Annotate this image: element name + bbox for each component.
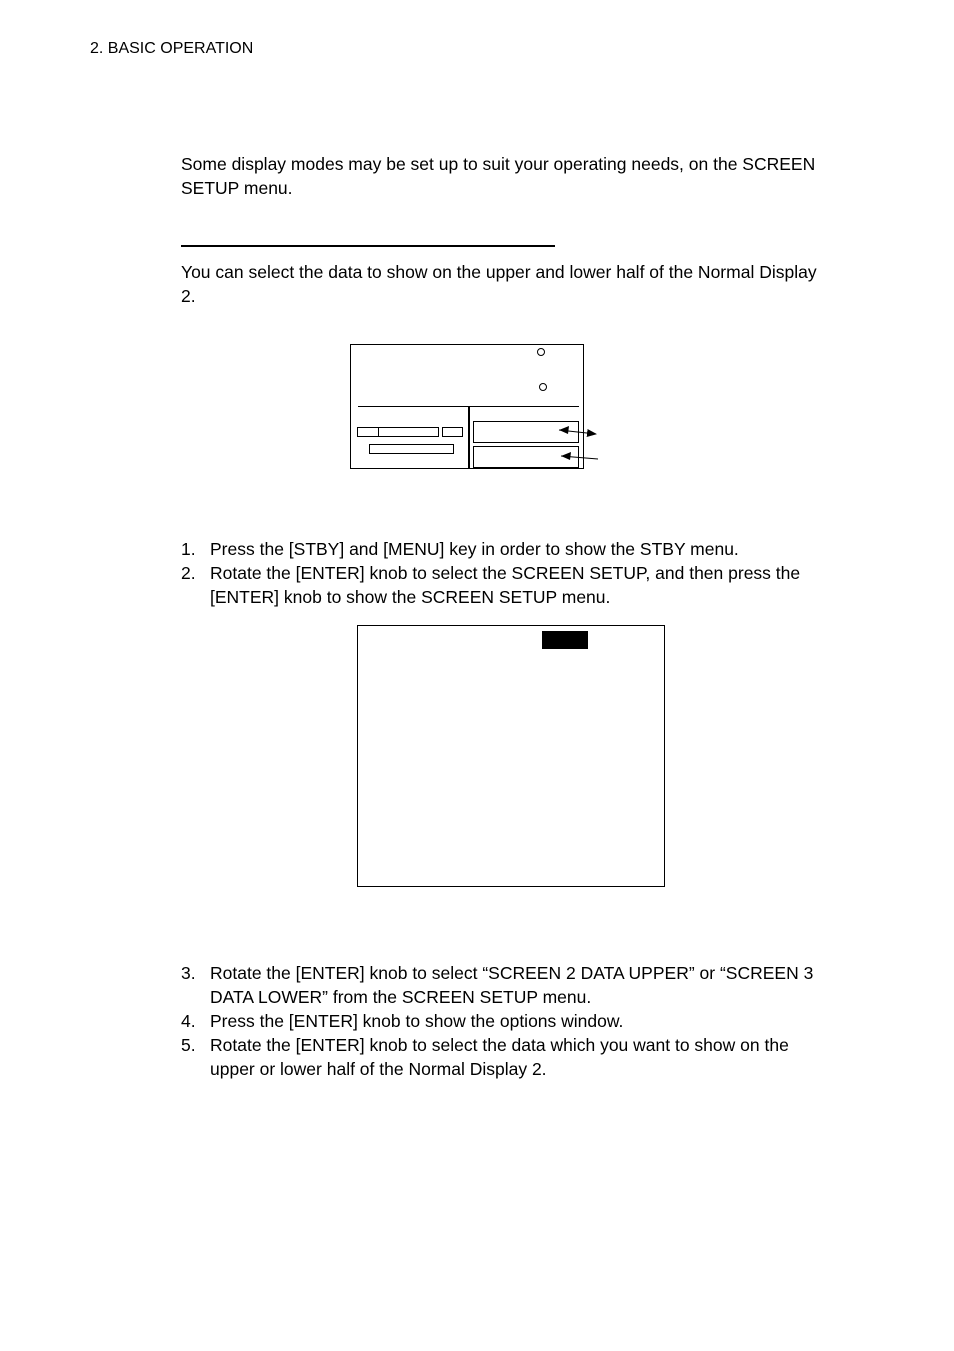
subsection-title-underline xyxy=(181,245,555,247)
step-text: Rotate the [ENTER] knob to select the data which you want to show on the upper or lower half of the Normal Display 2. xyxy=(210,1035,789,1079)
display-vertical-divider xyxy=(468,406,470,469)
menu-highlight-block xyxy=(542,631,588,649)
steps-list-first xyxy=(181,537,831,609)
indicator-circle-upper xyxy=(537,348,545,356)
intro-paragraph: Some display modes may be set up to suit your operating needs, on the SCREEN SETUP menu. xyxy=(181,154,816,198)
screen-setup-menu-figure xyxy=(357,625,665,887)
step-number: 2. xyxy=(181,563,196,583)
step-item xyxy=(181,961,831,1009)
arrowhead-upper xyxy=(559,426,569,434)
steps-list-second xyxy=(181,961,831,1081)
step-number: 1. xyxy=(181,539,196,559)
step-item xyxy=(181,561,831,609)
arrowhead-lower xyxy=(561,452,571,460)
step-number: 3. xyxy=(181,963,196,983)
data-field-bottom xyxy=(369,444,454,454)
step-number: 4. xyxy=(181,1011,196,1031)
callout-arrows xyxy=(540,415,610,475)
indicator-circle-lower xyxy=(539,383,547,391)
section-header: 2. BASIC OPERATION xyxy=(90,40,254,57)
data-field-small-left xyxy=(357,427,379,437)
data-field-small-right xyxy=(442,427,463,437)
step-text: Press the [STBY] and [MENU] key in order to show the STBY menu. xyxy=(210,539,739,559)
step-text: Press the [ENTER] knob to show the options window. xyxy=(210,1011,624,1031)
subsection-paragraph: You can select the data to show on the upper and lower half of the Normal Display 2. xyxy=(181,262,817,306)
step-text: Rotate the [ENTER] knob to select the SCREEN SETUP, and then press the [ENTER] knob to show the SCREEN SETUP menu. xyxy=(210,563,801,607)
step-item xyxy=(181,1009,831,1033)
data-field-wide xyxy=(378,427,439,437)
step-number: 5. xyxy=(181,1035,196,1055)
step-text: Rotate the [ENTER] knob to select “SCREEN 2 DATA UPPER” or “SCREEN 3 DATA LOWER” from the SCREEN SETUP menu. xyxy=(210,963,814,1007)
step-item xyxy=(181,537,831,561)
step-item xyxy=(181,1033,831,1081)
